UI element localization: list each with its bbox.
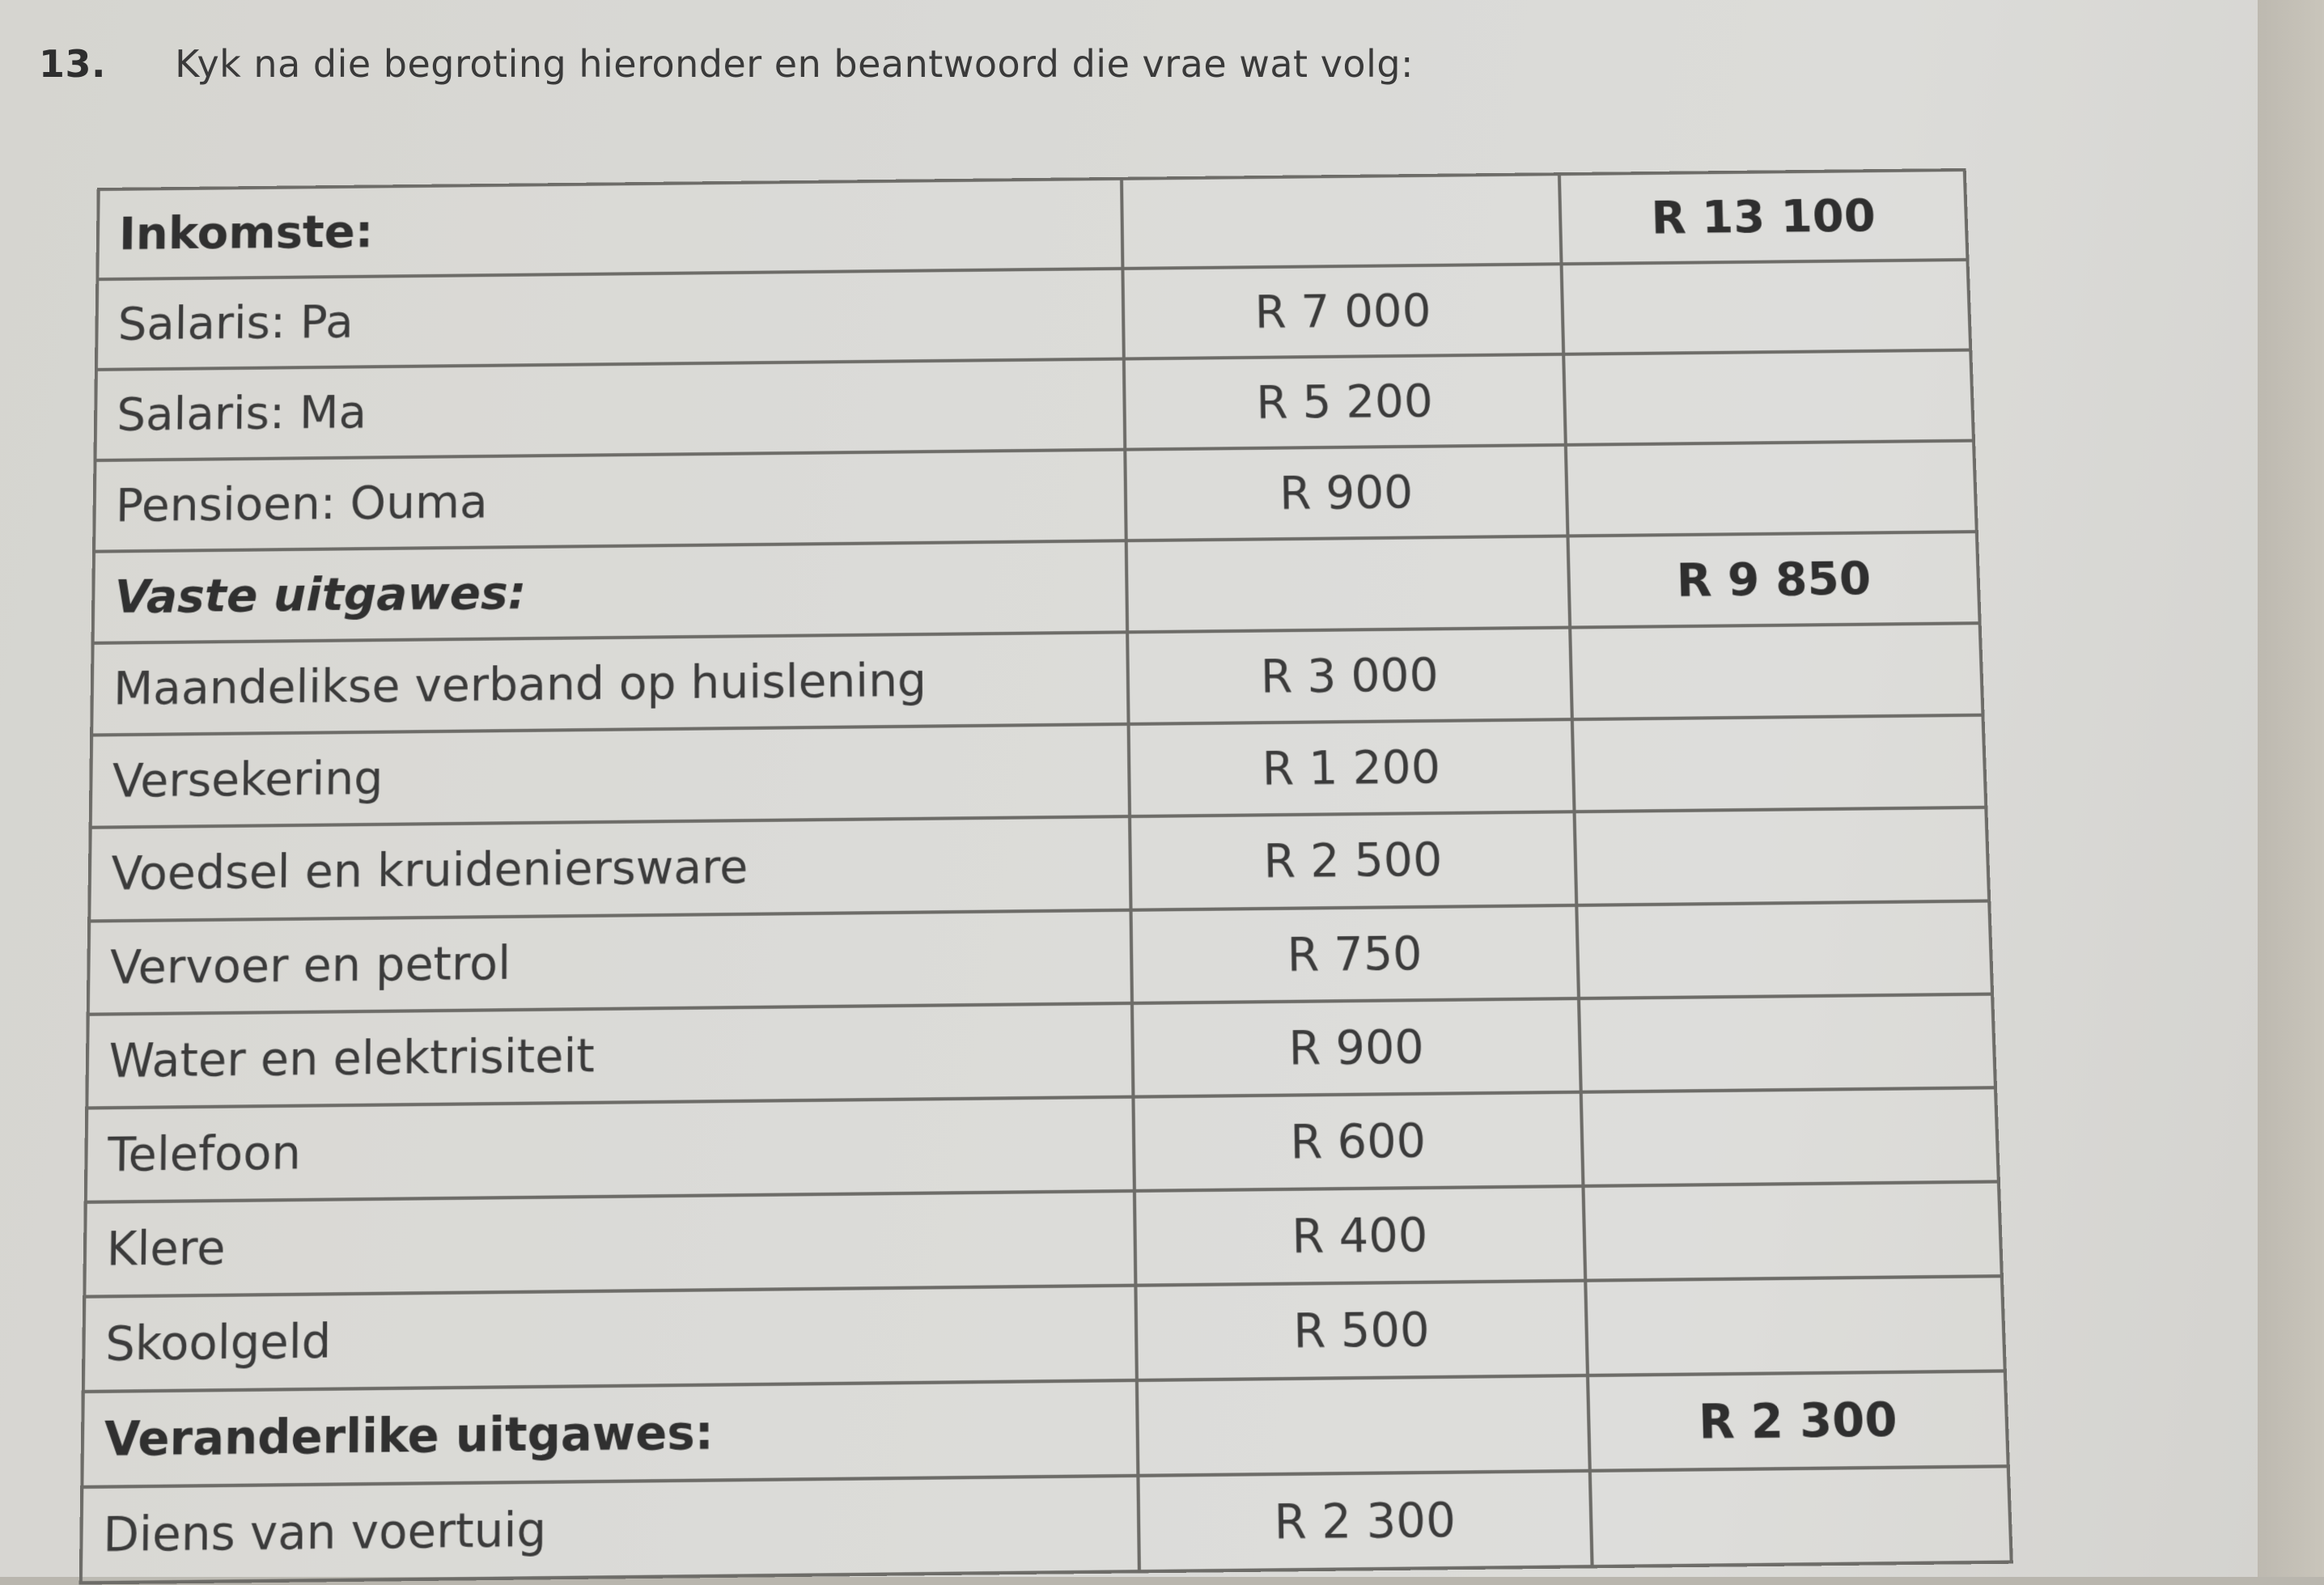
row-amount: R 750 <box>1130 905 1579 1002</box>
row-amount: R 1 200 <box>1129 720 1575 817</box>
row-total: R 2 300 <box>1588 1371 2008 1470</box>
row-label: Veranderlike uitgawes: <box>82 1380 1138 1487</box>
row-total <box>1563 350 1974 445</box>
row-amount: R 5 200 <box>1124 354 1566 450</box>
row-label: Salaris: Pa <box>96 269 1124 370</box>
row-amount: R 7 000 <box>1122 264 1563 358</box>
row-total <box>1579 994 1995 1091</box>
table-row <box>81 1466 2012 1583</box>
question-text: Kyk na die begroting hieronder en beantwoord die vrae wat volg: <box>175 42 1414 86</box>
row-label: Maandelikse verband op huislening <box>91 633 1128 735</box>
row-label: Vaste uitgawes: <box>93 540 1127 643</box>
row-total: R 9 850 <box>1568 532 1980 627</box>
row-amount: R 2 300 <box>1138 1471 1592 1572</box>
budget-table <box>79 168 2013 1585</box>
row-label: Versekering <box>91 724 1130 828</box>
row-total: R 13 100 <box>1559 170 1967 264</box>
row-label: Salaris: Ma <box>95 359 1125 461</box>
row-amount: R 900 <box>1132 998 1581 1097</box>
row-label: Skoolgeld <box>83 1285 1137 1391</box>
row-label: Water en elektrisiteit <box>87 1003 1133 1108</box>
row-total <box>1581 1087 1999 1186</box>
row-total <box>1562 260 1970 354</box>
row-label: Klere <box>84 1191 1135 1297</box>
row-label: Telefoon <box>86 1096 1134 1201</box>
row-label: Diens van voertuig <box>81 1476 1139 1583</box>
row-amount <box>1122 174 1562 269</box>
row-total <box>1584 1181 2002 1280</box>
row-total <box>1575 807 1989 905</box>
row-amount: R 2 500 <box>1130 812 1577 910</box>
row-total <box>1570 624 1983 720</box>
row-amount: R 600 <box>1133 1091 1583 1190</box>
question-number: 13. <box>39 42 106 86</box>
row-label: Pensioen: Ouma <box>94 450 1126 552</box>
row-amount <box>1137 1375 1590 1476</box>
row-amount: R 3 000 <box>1127 628 1572 724</box>
row-total <box>1572 715 1986 812</box>
row-amount: R 500 <box>1135 1280 1588 1379</box>
page-edge <box>2258 0 2324 1577</box>
row-label: Vervoer en petrol <box>88 909 1132 1014</box>
row-amount <box>1126 536 1571 633</box>
row-amount: R 900 <box>1125 445 1568 540</box>
question-prompt <box>39 42 1414 86</box>
row-total <box>1590 1466 2012 1566</box>
row-total <box>1577 901 1992 998</box>
row-total <box>1586 1276 2005 1375</box>
row-total <box>1566 441 1977 536</box>
row-label: Voedsel en kruideniersware <box>89 817 1130 921</box>
row-amount: R 400 <box>1134 1186 1586 1286</box>
row-label: Inkomste: <box>97 179 1122 279</box>
